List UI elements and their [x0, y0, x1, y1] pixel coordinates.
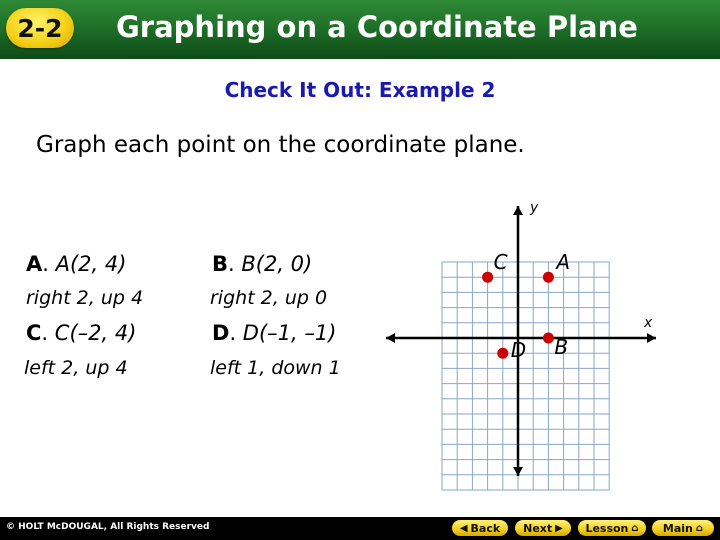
item-d-title: D. D(–1, –1)	[212, 321, 337, 345]
item-c-point: C(–2, 4)	[54, 321, 137, 345]
item-a-hint: right 2, up 4	[26, 287, 144, 309]
lesson-button-label: Lesson	[585, 521, 629, 535]
plotted-points	[482, 250, 570, 362]
copyright-text: © HOLT McDOUGAL, All Rights Reserved	[6, 522, 210, 532]
example-subtitle: Check It Out: Example 2	[224, 78, 496, 102]
item-c-letter: C	[26, 321, 42, 345]
point-b-label: B	[554, 335, 569, 359]
x-axis-label: x	[644, 315, 653, 331]
item-a-title: A. A(2, 4)	[26, 252, 127, 276]
item-d-point: D(–1, –1)	[242, 321, 337, 345]
item-a-point: A(2, 4)	[55, 252, 127, 276]
next-button[interactable]	[515, 520, 571, 536]
item-b-point: B(2, 0)	[241, 252, 313, 276]
arrow-right-icon: ▶	[555, 522, 563, 534]
home-icon: ⌂	[631, 522, 639, 534]
back-button[interactable]	[452, 520, 508, 536]
point-b-marker	[543, 333, 554, 344]
slide-title: Graphing on a Coordinate Plane	[116, 10, 638, 44]
x-axis-arrow-left	[386, 333, 395, 343]
grid-lines	[442, 262, 609, 490]
item-b-hint: right 2, up 0	[210, 287, 328, 309]
item-a-letter: A	[26, 252, 43, 276]
instruction-text: Graph each point on the coordinate plane.	[36, 132, 525, 158]
item-c-title: C. C(–2, 4)	[26, 321, 137, 345]
point-a-marker	[543, 272, 554, 283]
arrow-left-icon: ◀	[459, 522, 468, 534]
y-axis-label: y	[530, 200, 539, 216]
back-button-label: Back	[470, 521, 501, 535]
y-axis-arrow-top	[513, 206, 523, 215]
lesson-number-badge: 2-2	[6, 8, 74, 48]
item-c-hint: left 2, up 4	[24, 357, 128, 379]
main-button[interactable]	[652, 520, 714, 536]
point-d-marker	[497, 348, 508, 359]
x-axis-arrow-right	[647, 333, 656, 343]
lesson-button[interactable]	[578, 520, 646, 536]
main-button-label: Main	[662, 521, 693, 535]
footer-bar	[0, 517, 720, 540]
point-c-marker	[482, 272, 493, 283]
item-d-letter: D	[212, 321, 230, 345]
item-d-hint: left 1, down 1	[210, 357, 341, 379]
item-b-letter: B	[212, 252, 229, 276]
point-d-label: D	[510, 338, 527, 363]
point-a-label: A	[556, 250, 571, 275]
home-icon: ⌂	[695, 522, 704, 534]
point-c-label: C	[493, 250, 508, 275]
item-b-title: B. B(2, 0)	[212, 252, 313, 276]
next-button-label: Next	[523, 521, 553, 535]
